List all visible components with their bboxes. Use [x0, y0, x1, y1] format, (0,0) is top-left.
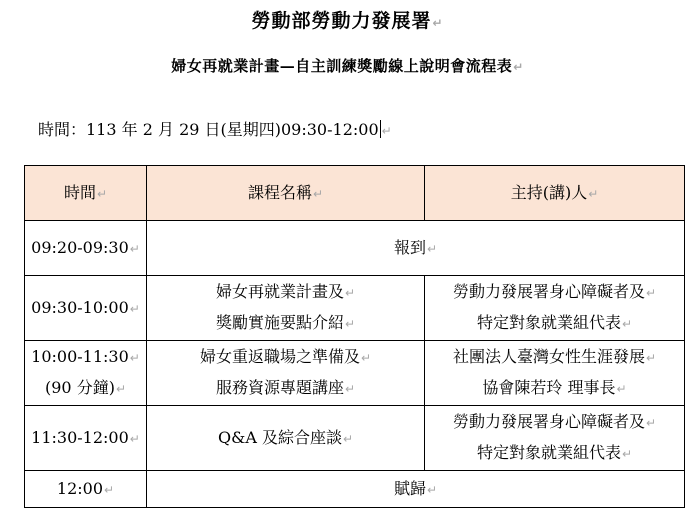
header-time: 時間↵ [25, 166, 147, 221]
course-cell-line: 報到↵ [393, 237, 438, 257]
host-cell-line: 社團法人臺灣女性生涯發展↵ [452, 347, 657, 366]
time-cell [25, 276, 147, 341]
table-row [25, 221, 685, 276]
time-cell-line: 09:20-09:30↵ [31, 237, 140, 257]
course-cell-line: Q&A 及綜合座談↵ [217, 427, 354, 447]
time-cell [25, 341, 147, 406]
course-cell-line: 獎勵實施要點介紹↵ [215, 313, 356, 332]
header-host: 主持(講)人↵ [425, 166, 685, 221]
header-course: 課程名稱↵ [147, 166, 425, 221]
host-cell-line: 協會陳若玲 理事長↵ [482, 378, 627, 397]
course-cell [147, 221, 685, 276]
time-cell [25, 221, 147, 276]
time-cell-line: (90 分鐘)↵ [45, 378, 126, 397]
document-subtitle: 婦女再就業計畫—自主訓練獎勵線上說明會流程表↵ [171, 57, 524, 75]
host-cell [425, 341, 685, 406]
event-time[interactable]: 時間：113 年 2 月 29 日(星期四)09:30-12:00 ↵ [38, 120, 392, 139]
host-cell-line: 特定對象就業組代表↵ [476, 313, 633, 332]
host-cell-line: 勞動力發展署身心障礙者及↵ [452, 412, 657, 431]
time-cell-line: 11:30-12:00↵ [31, 427, 140, 447]
document-title: 勞動部勞動力發展署↵ [251, 10, 444, 32]
course-cell-line: 賦歸↵ [393, 478, 438, 498]
text-cursor [380, 120, 381, 138]
course-cell-line: 婦女再就業計畫及↵ [215, 282, 356, 301]
host-cell-line: 特定對象就業組代表↵ [476, 443, 633, 462]
time-cell [25, 471, 147, 508]
table-row [25, 471, 685, 508]
host-cell-line: 勞動力發展署身心障礙者及↵ [452, 282, 657, 301]
host-cell [425, 276, 685, 341]
time-cell [25, 406, 147, 471]
time-cell-line: 09:30-10:00↵ [31, 297, 140, 317]
course-cell [147, 406, 425, 471]
schedule-body [25, 221, 685, 508]
table-row [25, 406, 685, 471]
table-header-row [25, 166, 685, 221]
course-cell [147, 471, 685, 508]
time-cell-line: 10:00-11:30↵ [31, 347, 140, 366]
table-row [25, 341, 685, 406]
time-cell-line: 12:00↵ [56, 478, 115, 498]
course-cell [147, 341, 425, 406]
host-cell [425, 406, 685, 471]
course-cell-line: 婦女重返職場之準備及↵ [199, 347, 372, 366]
schedule-table [24, 165, 685, 508]
table-row [25, 276, 685, 341]
course-cell-line: 服務資源專題講座↵ [215, 378, 356, 397]
course-cell [147, 276, 425, 341]
